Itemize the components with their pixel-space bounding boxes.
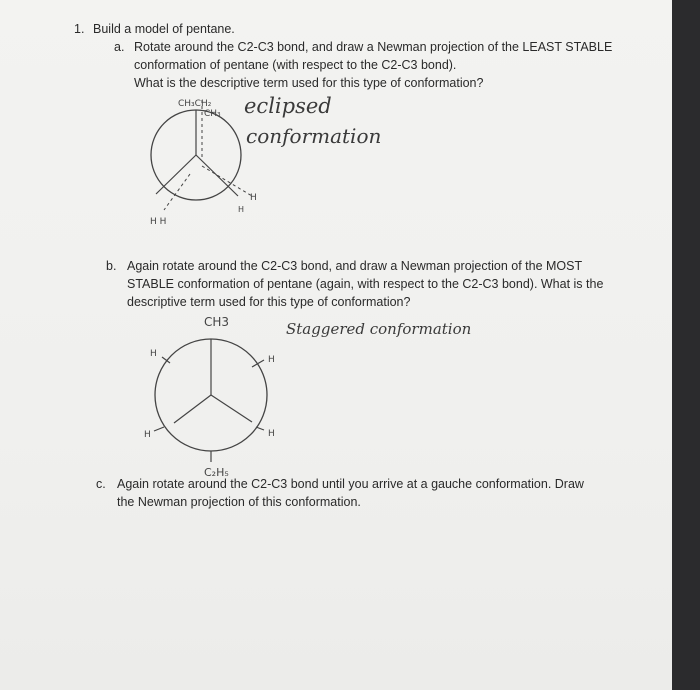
staggered-label-upper-left: H — [150, 349, 157, 359]
part-b-line2: STABLE conformation of pentane (again, with respect to the C2-C3 bond). What is the — [127, 277, 604, 291]
staggered-bond-lower-right — [256, 427, 264, 430]
part-c-line1: Again rotate around the C2-C3 bond until you arrive at a gauche conformation. Draw — [117, 477, 584, 491]
question-number: 1. — [74, 22, 85, 36]
staggered-label-bottom: C₂H₅ — [204, 466, 229, 479]
eclipsed-label-right: H — [250, 193, 257, 203]
part-c-letter: c. — [96, 477, 106, 491]
part-b-line3: descriptive term used for this type of conformation? — [127, 295, 411, 309]
staggered-newman-projection — [140, 310, 300, 480]
staggered-front-bond-left — [174, 395, 211, 423]
part-c-line2: the Newman projection of this conformation. — [117, 495, 361, 509]
staggered-label-upper-right: H — [268, 355, 275, 365]
staggered-back-bond-upper-right — [252, 360, 264, 367]
part-a-line1: Rotate around the C2-C3 bond, and draw a Newman projection of the LEAST STABLE — [134, 40, 613, 54]
eclipsed-back-bond-left — [164, 174, 190, 210]
part-a-answer-line1: eclipsed — [244, 94, 332, 118]
eclipsed-back-bond-right — [202, 166, 252, 196]
eclipsed-newman-projection — [140, 90, 270, 235]
question-title: Build a model of pentane. — [93, 22, 235, 36]
part-b-line1: Again rotate around the C2-C3 bond, and draw a Newman projection of the MOST — [127, 259, 583, 273]
staggered-label-top: CH3 — [204, 315, 230, 329]
part-a-line3: What is the descriptive term used for this type of conformation? — [134, 76, 484, 90]
part-a-letter: a. — [114, 40, 125, 54]
eclipsed-label-back-top: CH₃ — [204, 109, 221, 119]
eclipsed-label-right-back: H — [238, 205, 245, 214]
part-a-line2: conformation of pentane (with respect to the C2-C3 bond). — [134, 58, 457, 72]
eclipsed-label-front-top: CH₃CH₂ — [178, 99, 212, 109]
eclipsed-front-bond-right — [196, 155, 238, 196]
staggered-label-lower-left: H — [144, 430, 151, 440]
part-b-letter: b. — [106, 259, 117, 273]
eclipsed-label-left-bottom: H H — [150, 217, 167, 227]
staggered-bond-lower-left — [154, 427, 164, 431]
staggered-label-lower-right: H — [268, 429, 275, 439]
part-a-answer-line2: conformation — [246, 124, 382, 148]
part-b-answer: Staggered conformation — [286, 320, 472, 338]
staggered-front-bond-right — [211, 395, 252, 422]
